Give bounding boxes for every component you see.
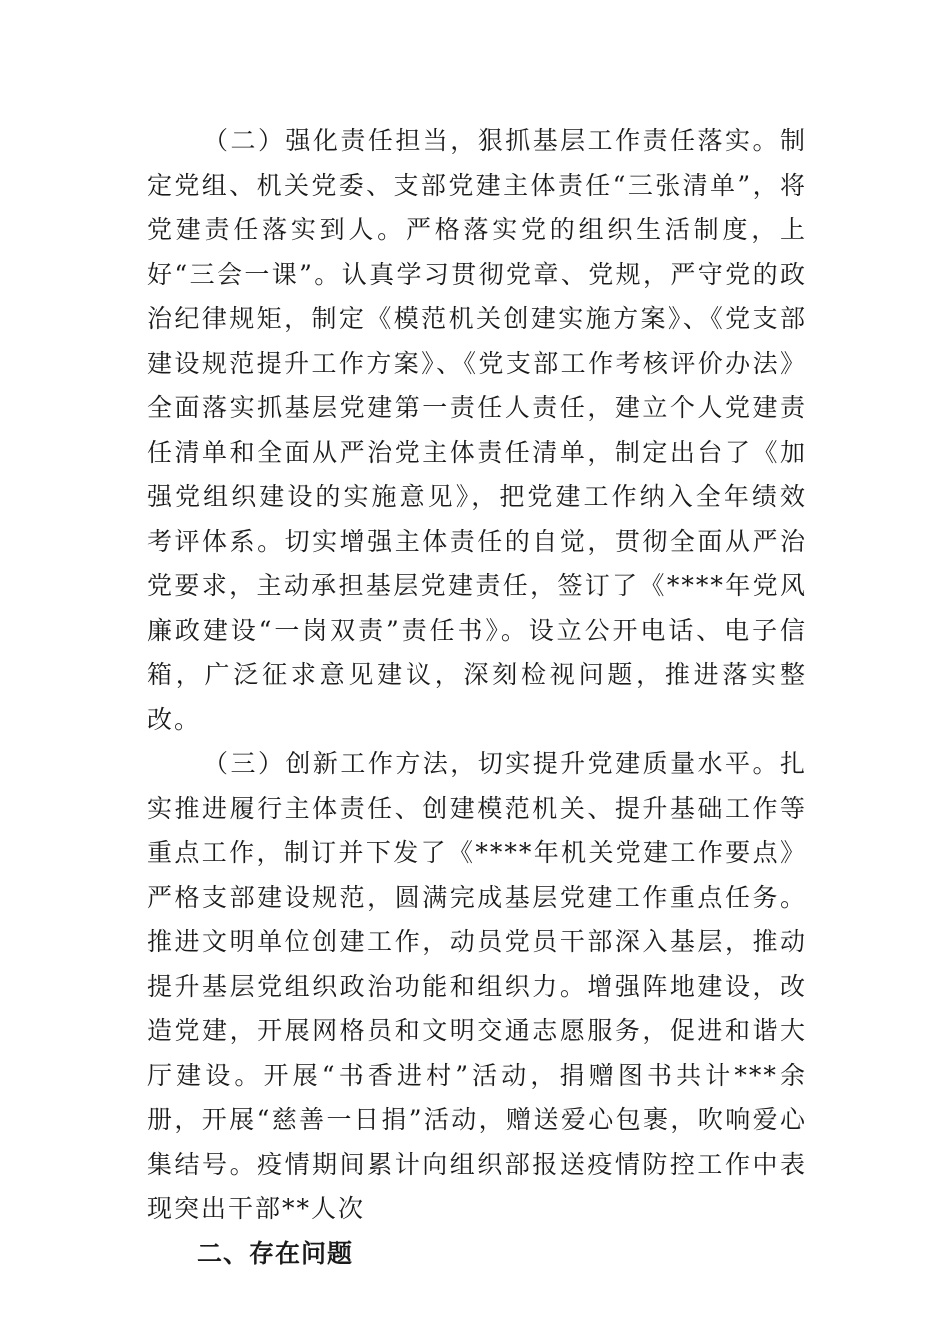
section-heading: 二、存在问题 — [197, 1238, 354, 1268]
paragraph-work-methods: （三）创新工作方法，切实提升党建质量水平。扎实推进履行主体责任、创建模范机关、提升基础工作等重点工作，制订并下发了《****年机关党建工作要点》严格支部建设规范，圆满完成基层党建工作重点任务。推进文明单位创建工作，动员党员干部深入基层，推动提升基层党组织政治功能和组织力。增强阵地建设，改造党建，开展网格员和文明交通志愿服务，促进和谐大厅建设。开展“书香进村”活动，捐赠图书共计***余册，开展“慈善一日捐”活动，赠送爱心包裹，吹响爱心集结号。疫情期间累计向组织部报送疫情防控工作中表现突出干部**人次 — [147, 749, 807, 1223]
document-body — [147, 119, 807, 1276]
paragraph-responsibility: （二）强化责任担当，狠抓基层工作责任落实。制定党组、机关党委、支部党建主体责任“三张清单”，将党建责任落实到人。严格落实党的组织生活制度，上好“三会一课”。认真学习贯彻党章、党规，严守党的政治纪律规矩，制定《模范机关创建实施方案》、《党支部建设规范提升工作方案》、《党支部工作考核评价办法》全面落实抓基层党建第一责任人责任，建立个人党建责任清单和全面从严治党主体责任清单，制定出台了《加强党组织建设的实施意见》，把党建工作纳入全年绩效考评体系。切实增强主体责任的自觉，贯彻全面从严治党要求，主动承担基层党建责任，签订了《****年党风廉政建设“一岗双责”责任书》。设立公开电话、电子信箱，广泛征求意见建议，深刻检视问题，推进落实整改。 — [147, 126, 807, 734]
